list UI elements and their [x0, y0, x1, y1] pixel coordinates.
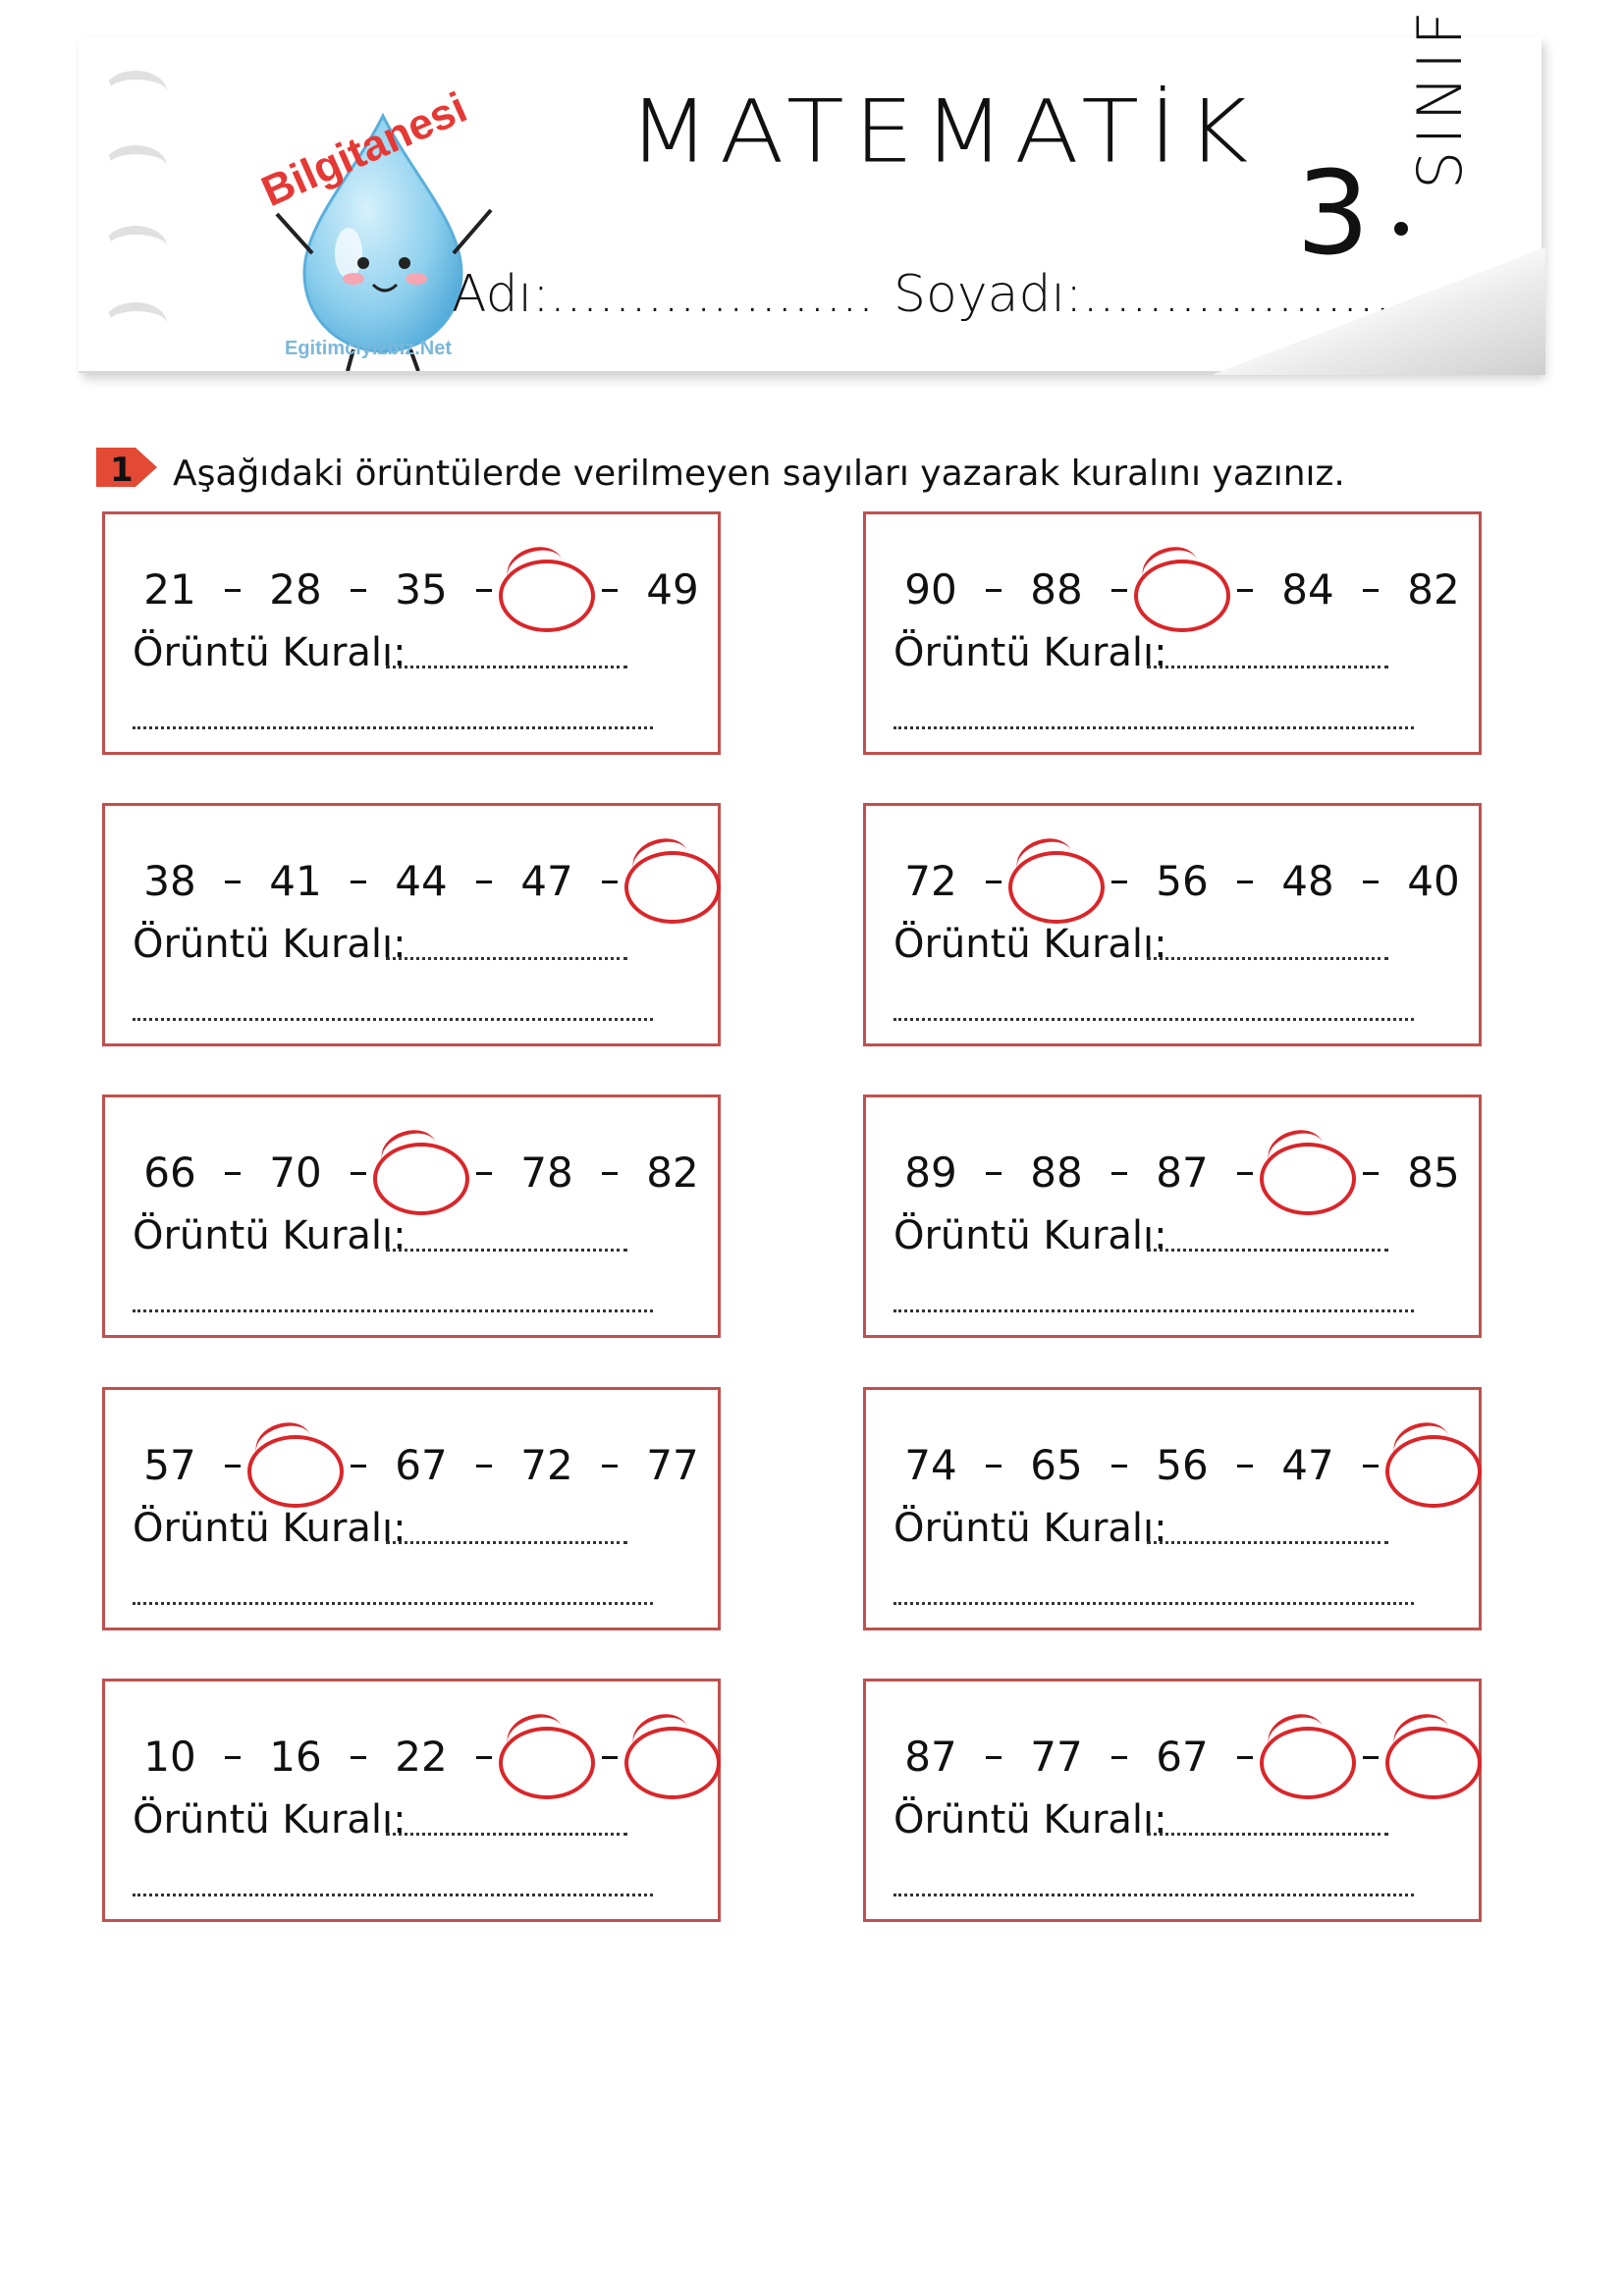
sequence-dash — [602, 1172, 618, 1175]
rule-answer-line-2[interactable] — [893, 1894, 1414, 1896]
sequence-dash — [225, 1172, 241, 1175]
missing-number-circle[interactable] — [499, 560, 595, 632]
rule-answer-line-2[interactable] — [133, 726, 653, 729]
sequence-number: 47 — [1281, 1441, 1334, 1489]
sequence-number: 88 — [1030, 565, 1083, 614]
sequence-number: 72 — [904, 857, 957, 905]
question-number: 1 — [110, 451, 134, 490]
missing-number-circle[interactable] — [1385, 1435, 1482, 1508]
number-sequence — [866, 1441, 1479, 1500]
rule-answer-line-2[interactable] — [893, 1602, 1414, 1605]
sequence-dash — [602, 589, 618, 592]
missing-number-circle[interactable] — [247, 1435, 344, 1508]
number-sequence — [866, 1148, 1479, 1207]
sequence-number: 89 — [904, 1148, 957, 1197]
sequence-dash — [476, 881, 492, 883]
sequence-number: 56 — [1156, 1441, 1209, 1489]
number-sequence — [866, 1733, 1479, 1791]
pattern-rule-label: Örüntü Kuralı: — [893, 630, 1167, 675]
sequence-dash — [1363, 881, 1379, 883]
sequence-number: 84 — [1281, 565, 1334, 614]
rule-answer-line-2[interactable] — [133, 1602, 653, 1605]
number-sequence — [105, 1148, 718, 1207]
bilgitanesi-logo — [187, 57, 579, 371]
sequence-dash — [1111, 1172, 1127, 1175]
binder-ring — [104, 226, 167, 268]
sequence-dash — [1363, 1756, 1379, 1759]
missing-number-circle[interactable] — [1134, 560, 1230, 632]
sequence-number: 74 — [904, 1441, 957, 1489]
number-sequence — [866, 857, 1479, 916]
sequence-dash — [1111, 1756, 1127, 1759]
number-sequence — [866, 565, 1479, 624]
sequence-dash — [225, 1756, 241, 1759]
pattern-box — [102, 1095, 721, 1338]
sequence-dash — [1111, 589, 1127, 592]
sequence-dash — [225, 1465, 241, 1468]
sequence-dash — [986, 589, 1001, 592]
sequence-number: 35 — [395, 565, 448, 614]
sequence-number: 77 — [646, 1441, 699, 1489]
sequence-dash — [1237, 589, 1253, 592]
missing-number-circle[interactable] — [373, 1143, 469, 1215]
sequence-number: 40 — [1407, 857, 1460, 905]
rule-answer-line-2[interactable] — [133, 1018, 653, 1021]
sequence-number: 78 — [520, 1148, 573, 1197]
sequence-number: 77 — [1030, 1733, 1083, 1781]
missing-number-circle[interactable] — [624, 851, 721, 924]
sequence-number: 67 — [1156, 1733, 1209, 1781]
missing-number-circle[interactable] — [1260, 1727, 1356, 1799]
binder-ring — [104, 71, 167, 113]
number-sequence — [105, 1441, 718, 1500]
pattern-box — [863, 511, 1482, 755]
rule-answer-line[interactable] — [1147, 666, 1388, 668]
sequence-number: 48 — [1281, 857, 1334, 905]
missing-number-circle[interactable] — [1385, 1727, 1482, 1799]
pattern-box — [863, 1387, 1482, 1630]
missing-number-circle[interactable] — [624, 1727, 721, 1799]
rule-answer-line-2[interactable] — [133, 1894, 653, 1896]
rule-answer-line[interactable] — [1147, 1541, 1388, 1544]
logo-text: Bilgitanesi — [254, 82, 474, 217]
sequence-number: 38 — [143, 857, 196, 905]
sequence-number: 44 — [395, 857, 448, 905]
sequence-dash — [986, 881, 1001, 883]
missing-number-circle[interactable] — [499, 1727, 595, 1799]
sequence-dash — [476, 1465, 492, 1468]
logo-site-text: Egitimciyizbiz.Net — [285, 338, 453, 359]
name-field[interactable]: Adı:.................... — [452, 265, 875, 324]
grade-dot — [1394, 222, 1408, 236]
sequence-number: 70 — [269, 1148, 322, 1197]
sequence-number: 72 — [520, 1441, 573, 1489]
sequence-number: 82 — [1407, 565, 1460, 614]
sequence-number: 67 — [395, 1441, 448, 1489]
pattern-box — [863, 1095, 1482, 1338]
sequence-number: 28 — [269, 565, 322, 614]
sequence-dash — [351, 1756, 366, 1759]
rule-answer-line-2[interactable] — [893, 1309, 1414, 1312]
sequence-dash — [1363, 1465, 1379, 1468]
sequence-number: 47 — [520, 857, 573, 905]
number-sequence — [105, 565, 718, 624]
sequence-dash — [602, 1465, 618, 1468]
rule-answer-line[interactable] — [386, 957, 627, 960]
pattern-rule-label: Örüntü Kuralı: — [133, 922, 406, 967]
question-text: Aşağıdaki örüntülerde verilmeyen sayıları yazarak kuralını yazınız. — [173, 454, 1345, 494]
rule-answer-line[interactable] — [386, 1541, 627, 1544]
sequence-dash — [602, 881, 618, 883]
sequence-dash — [225, 881, 241, 883]
sequence-dash — [1363, 1172, 1379, 1175]
pattern-rule-label: Örüntü Kuralı: — [893, 922, 1167, 967]
sequence-dash — [1237, 1172, 1253, 1175]
sequence-number: 57 — [143, 1441, 196, 1489]
missing-number-circle[interactable] — [1008, 851, 1105, 924]
rule-answer-line[interactable] — [1147, 1249, 1388, 1252]
sequence-number: 41 — [269, 857, 322, 905]
pattern-rule-label: Örüntü Kuralı: — [893, 1213, 1167, 1258]
grade-word: SINIF — [1404, 5, 1476, 189]
sequence-number: 88 — [1030, 1148, 1083, 1197]
sequence-number: 10 — [143, 1733, 196, 1781]
sequence-dash — [602, 1756, 618, 1759]
pattern-box — [102, 1679, 721, 1922]
rule-answer-line[interactable] — [1147, 1833, 1388, 1836]
number-sequence — [105, 857, 718, 916]
sequence-dash — [986, 1465, 1001, 1468]
pattern-box — [863, 1679, 1482, 1922]
sequence-dash — [1111, 1465, 1127, 1468]
rule-answer-line[interactable] — [1147, 957, 1388, 960]
pattern-rule-label: Örüntü Kuralı: — [133, 630, 406, 675]
sequence-dash — [986, 1172, 1001, 1175]
sequence-dash — [476, 1172, 492, 1175]
sequence-dash — [351, 1465, 366, 1468]
surname-field[interactable]: Soyadı:.................... — [893, 265, 1408, 324]
sequence-number: 85 — [1407, 1148, 1460, 1197]
sequence-number: 82 — [646, 1148, 699, 1197]
sequence-number: 21 — [143, 565, 196, 614]
sequence-number: 87 — [904, 1733, 957, 1781]
rule-answer-line[interactable] — [386, 1249, 627, 1252]
sequence-dash — [986, 1756, 1001, 1759]
sequence-number: 56 — [1156, 857, 1209, 905]
sequence-number: 22 — [395, 1733, 448, 1781]
sequence-dash — [1237, 1756, 1253, 1759]
pattern-rule-label: Örüntü Kuralı: — [133, 1213, 406, 1258]
sequence-dash — [225, 589, 241, 592]
pattern-box — [102, 803, 721, 1046]
worksheet-header — [79, 5, 1542, 373]
sequence-dash — [1363, 589, 1379, 592]
rule-answer-line[interactable] — [386, 666, 627, 668]
rule-answer-line-2[interactable] — [893, 1018, 1414, 1021]
grade-number: 3 — [1296, 145, 1371, 281]
page-title: MATEMATİK — [628, 80, 1259, 183]
sequence-dash — [351, 881, 366, 883]
binder-ring — [104, 145, 167, 187]
question-number-badge-icon — [90, 444, 159, 491]
pattern-box — [102, 1387, 721, 1630]
sequence-number: 49 — [646, 565, 699, 614]
sequence-dash — [351, 1172, 366, 1175]
pattern-rule-label: Örüntü Kuralı: — [133, 1797, 406, 1842]
pattern-box — [863, 803, 1482, 1046]
binder-ring — [104, 302, 167, 345]
sequence-dash — [476, 589, 492, 592]
sequence-number: 65 — [1030, 1441, 1083, 1489]
pattern-rule-label: Örüntü Kuralı: — [133, 1506, 406, 1551]
rule-answer-line[interactable] — [386, 1833, 627, 1836]
sequence-number: 66 — [143, 1148, 196, 1197]
missing-number-circle[interactable] — [1260, 1143, 1356, 1215]
sequence-dash — [1237, 1465, 1253, 1468]
number-sequence — [105, 1733, 718, 1791]
rule-answer-line-2[interactable] — [893, 726, 1414, 729]
pattern-rule-label: Örüntü Kuralı: — [893, 1797, 1167, 1842]
sequence-number: 16 — [269, 1733, 322, 1781]
pattern-rule-label: Örüntü Kuralı: — [893, 1506, 1167, 1551]
water-drop-mascot-icon — [187, 57, 579, 371]
sequence-number: 87 — [1156, 1148, 1209, 1197]
rule-answer-line-2[interactable] — [133, 1309, 653, 1312]
sequence-dash — [476, 1756, 492, 1759]
sequence-dash — [351, 589, 366, 592]
sequence-number: 90 — [904, 565, 957, 614]
sequence-dash — [1237, 881, 1253, 883]
pattern-box — [102, 511, 721, 755]
sequence-dash — [1111, 881, 1127, 883]
